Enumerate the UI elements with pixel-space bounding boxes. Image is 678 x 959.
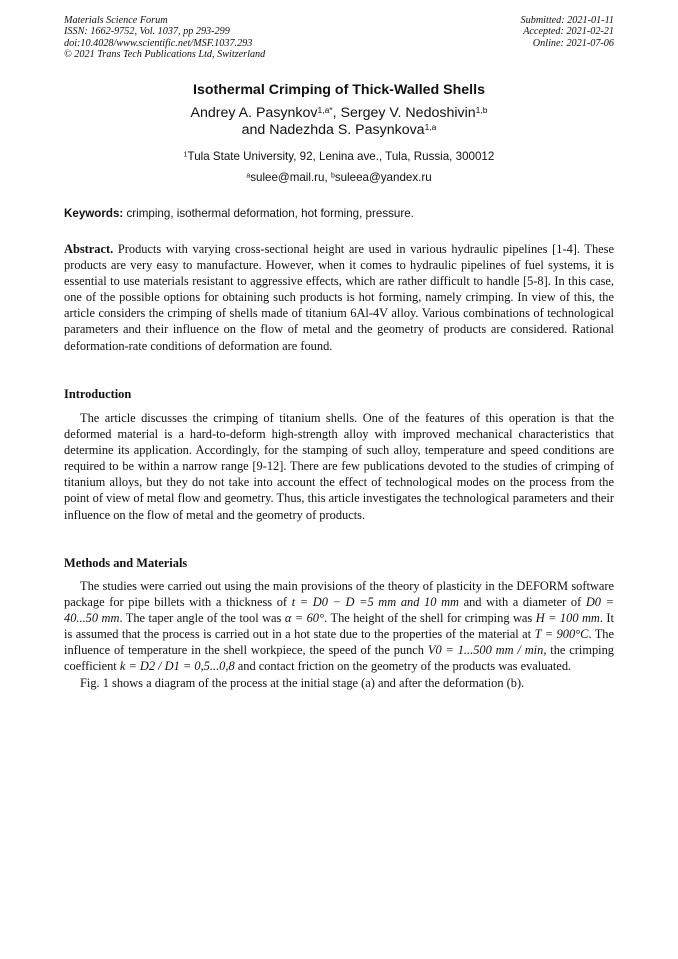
abstract-label: Abstract. — [64, 242, 114, 256]
author-name: Sergey V. Nedoshivin — [340, 105, 476, 121]
methods-paragraph — [64, 578, 614, 675]
author-name: Nadezhda S. Pasynkova — [269, 122, 425, 138]
keywords-label: Keywords: — [64, 207, 124, 220]
author-conjunction: and — [241, 122, 270, 138]
height-equation: H = 100 mm — [535, 611, 600, 626]
email-mark: a — [246, 172, 251, 180]
author-list — [0, 105, 678, 139]
affiliation-mark: 1 — [183, 151, 188, 159]
methods-text: The studies were carried out using the main provisions of the theory of plasticity in the DEFORM software package for pipe billets with a thickness of — [64, 579, 614, 610]
author-affil-mark: 1,a — [424, 121, 437, 132]
copyright-line: © 2021 Trans Tech Publications Ltd, Switzerland — [64, 49, 266, 61]
diameter-equation: D0 = 40...50 mm — [64, 595, 614, 626]
paper-title: Isothermal Crimping of Thick-Walled Shells — [193, 82, 485, 98]
affiliation-text: Tula State University, 92, Lenina ave., Tula, Russia, 300012 — [187, 150, 495, 163]
methods-text: . The height of the shell for crimping was — [323, 611, 536, 626]
introduction-section — [64, 410, 614, 523]
methods-section — [64, 578, 614, 691]
figure-reference-paragraph: Fig. 1 shows a diagram of the process at the initial stage (a) and after the deformation (b). — [80, 675, 525, 690]
angle-equation: α = 60° — [284, 611, 324, 626]
issn-line: ISSN: 1662-9752, Vol. 1037, pp 293-299 — [64, 26, 230, 38]
email-separator: , — [324, 171, 331, 184]
methods-text: , the crimping coefficient — [64, 643, 615, 674]
keywords-text: crimping, isothermal deformation, hot forming, pressure. — [123, 207, 414, 220]
doi-line: doi:10.4028/www.scientific.net/MSF.1037.293 — [64, 37, 253, 49]
introduction-paragraph: The article discusses the crimping of titanium shells. One of the features of this operation is that the deformed material is a hard-to-deform high-strength alloy with improved mechanical characteristics that determine its application. Accordingly, for the stamping of such alloy, temperature and speed conditions are required to be within a narrow range [9-12]. There are few publications devoted to the studies of crimping of titanium alloys, but they do not take into account the effect of technological modes on the process from the point of view of metal flow and geometry. Thus, this article investigates the technological parameters and their influence on the flow of metal and the geometry of products. — [64, 411, 614, 522]
author-line-2 — [0, 122, 678, 139]
journal-name: Materials Science Forum — [64, 15, 168, 26]
introduction-heading: Introduction — [64, 387, 132, 401]
author-name: Andrey A. Pasynkov — [190, 105, 318, 121]
email-link[interactable]: suleea@yandex.ru — [334, 171, 432, 184]
methods-text: and contact friction on the geometry of the products was evaluated. — [234, 659, 572, 674]
author-affil-mark: 1,b — [475, 104, 488, 115]
online-date: Online: 2021-07-06 — [532, 37, 614, 49]
accepted-date: Accepted: 2021-02-21 — [523, 26, 614, 38]
author-affil-mark: 1,a* — [317, 104, 333, 115]
temperature-equation: T = 900°C — [534, 627, 589, 642]
methods-heading: Methods and Materials — [64, 556, 188, 570]
keywords — [64, 207, 616, 220]
coefficient-equation: k = D2 / D1 = 0,5...0,8 — [119, 659, 235, 674]
methods-text: . The taper angle of the tool was — [119, 611, 285, 626]
affiliation — [0, 150, 678, 163]
methods-text: . It is assumed that the process is carried out in a hot state due to the properties of the material at — [64, 611, 614, 642]
email-link[interactable]: sulee@mail.ru — [250, 171, 325, 184]
author-separator: , — [332, 105, 341, 121]
author-emails — [0, 171, 678, 184]
abstract — [64, 241, 614, 354]
submitted-date: Submitted: 2021-01-11 — [520, 15, 614, 26]
methods-text: . The influence of temperature in the shell workpiece, the speed of the punch — [64, 627, 614, 658]
publication-dates — [521, 15, 614, 49]
email-mark: b — [330, 172, 335, 180]
thickness-equation: t = D0 − D =5 mm and 10 mm — [291, 595, 459, 610]
author-line-1 — [0, 105, 678, 122]
speed-equation: V0 = 1...500 mm / min — [427, 643, 544, 658]
methods-text: and with a diameter of — [458, 595, 586, 610]
journal-info — [64, 15, 265, 61]
abstract-text: Products with varying cross-sectional height are used in various hydraulic pipelines [1-4]. These products are very easy to manufacture. However, when it comes to hydraulic pipelines of fuel systems, it is essential to use materials resistant to aggressive effects, which are rather difficult to handle [5-8]. In this case, one of the possible options for obtaining such products is hot forming, namely crimping. In view of this, the article considers the crimping of shells made of titanium 6Al-4V alloy. Various combinations of technological parameters and their influence on the flow of metal and the geometry of products are considered. Rational deformation-rate conditions of deformation are found. — [64, 242, 614, 353]
